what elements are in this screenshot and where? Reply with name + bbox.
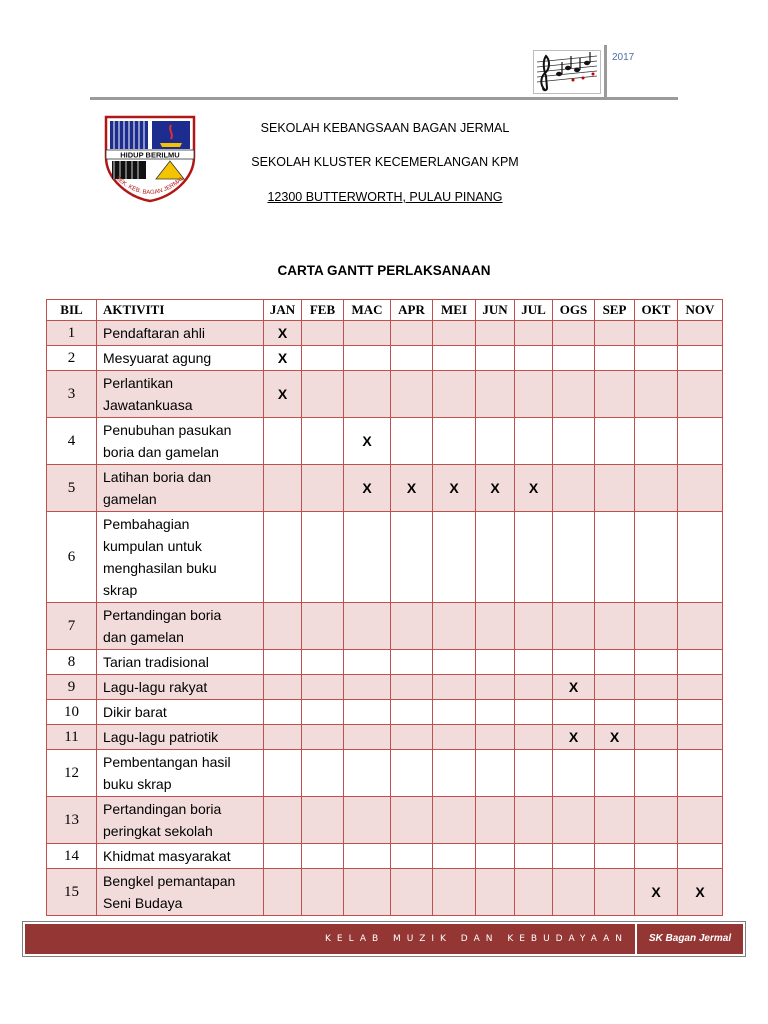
header-month: MAC <box>344 300 391 321</box>
schedule-cell <box>595 844 635 869</box>
schedule-cell <box>433 321 476 346</box>
row-number: 9 <box>47 675 97 700</box>
row-number: 7 <box>47 603 97 650</box>
schedule-cell <box>595 465 635 512</box>
schedule-cell <box>635 797 678 844</box>
activity-line: boria dan gamelan <box>103 444 219 460</box>
row-number: 13 <box>47 797 97 844</box>
activity-line: Bengkel pemantapan <box>103 873 236 889</box>
header-horizontal-rule <box>90 97 678 100</box>
schedule-cell <box>635 700 678 725</box>
schedule-cell <box>476 844 515 869</box>
activity-line: Latihan boria dan <box>103 469 212 485</box>
schedule-cell <box>433 869 476 916</box>
schedule-cell <box>344 512 391 603</box>
row-number: 5 <box>47 465 97 512</box>
row-number: 15 <box>47 869 97 916</box>
schedule-cell <box>553 650 595 675</box>
schedule-mark: X <box>344 465 391 512</box>
schedule-cell <box>595 512 635 603</box>
table-row <box>47 346 723 371</box>
schedule-cell <box>595 603 635 650</box>
activity-line: peringkat sekolah <box>103 823 213 839</box>
schedule-cell <box>515 700 553 725</box>
header-month: NOV <box>678 300 723 321</box>
schedule-cell <box>391 371 433 418</box>
schedule-cell <box>302 797 344 844</box>
schedule-cell <box>344 844 391 869</box>
schedule-cell <box>553 371 595 418</box>
schedule-cell <box>635 512 678 603</box>
schedule-cell <box>264 844 302 869</box>
schedule-cell <box>595 650 635 675</box>
schedule-cell <box>678 321 723 346</box>
activity-line: Lagu-lagu rakyat <box>103 679 208 695</box>
activity-cell <box>97 869 264 916</box>
schedule-cell <box>302 675 344 700</box>
schedule-cell <box>678 465 723 512</box>
table-header-row <box>47 300 723 321</box>
activity-line: dan gamelan <box>103 629 184 645</box>
schedule-cell <box>433 797 476 844</box>
school-crest-logo <box>100 113 200 203</box>
activity-cell <box>97 321 264 346</box>
schedule-cell <box>553 700 595 725</box>
schedule-cell <box>678 675 723 700</box>
schedule-cell <box>553 603 595 650</box>
schedule-cell <box>344 700 391 725</box>
schedule-cell <box>635 321 678 346</box>
school-address: 12300 BUTTERWORTH, PULAU PINANG <box>267 190 503 204</box>
schedule-cell <box>553 512 595 603</box>
activity-line: kumpulan untuk <box>103 538 202 554</box>
schedule-mark: X <box>391 465 433 512</box>
schedule-cell <box>515 512 553 603</box>
schedule-cell <box>433 750 476 797</box>
schedule-cell <box>264 725 302 750</box>
activity-cell <box>97 725 264 750</box>
activity-cell <box>97 418 264 465</box>
schedule-cell <box>595 675 635 700</box>
schedule-mark: X <box>344 418 391 465</box>
activity-line: buku skrap <box>103 776 172 792</box>
schedule-cell <box>476 346 515 371</box>
schedule-cell <box>635 675 678 700</box>
activity-cell <box>97 346 264 371</box>
schedule-cell <box>391 512 433 603</box>
schedule-cell <box>391 650 433 675</box>
table-row <box>47 371 723 418</box>
activity-cell <box>97 797 264 844</box>
schedule-cell <box>678 725 723 750</box>
schedule-mark: X <box>264 371 302 418</box>
schedule-cell <box>553 844 595 869</box>
table-row <box>47 675 723 700</box>
activity-line: Pembentangan hasil <box>103 754 231 770</box>
schedule-cell <box>678 650 723 675</box>
schedule-cell <box>302 371 344 418</box>
schedule-cell <box>264 675 302 700</box>
schedule-cell <box>391 797 433 844</box>
schedule-cell <box>553 869 595 916</box>
schedule-cell <box>553 797 595 844</box>
schedule-cell <box>476 603 515 650</box>
schedule-cell <box>344 346 391 371</box>
schedule-cell <box>635 725 678 750</box>
schedule-cell <box>515 650 553 675</box>
row-number: 12 <box>47 750 97 797</box>
activity-cell <box>97 675 264 700</box>
header-month: JUN <box>476 300 515 321</box>
schedule-mark: X <box>553 675 595 700</box>
schedule-cell <box>553 346 595 371</box>
schedule-cell <box>678 750 723 797</box>
schedule-cell <box>302 650 344 675</box>
schedule-cell <box>515 603 553 650</box>
schedule-cell <box>433 844 476 869</box>
schedule-cell <box>595 346 635 371</box>
schedule-cell <box>553 418 595 465</box>
schedule-cell <box>264 512 302 603</box>
table-row <box>47 603 723 650</box>
schedule-cell <box>678 512 723 603</box>
schedule-cell <box>678 700 723 725</box>
schedule-mark: X <box>595 725 635 750</box>
schedule-cell <box>264 797 302 844</box>
school-cluster: SEKOLAH KLUSTER KECEMERLANGAN KPM <box>251 155 519 169</box>
schedule-cell <box>344 725 391 750</box>
activity-cell <box>97 371 264 418</box>
schedule-cell <box>678 797 723 844</box>
schedule-cell <box>678 371 723 418</box>
schedule-cell <box>635 346 678 371</box>
activity-cell <box>97 465 264 512</box>
schedule-cell <box>391 603 433 650</box>
footer-club-name: KELAB MUZIK DAN KEBUDAYAAN <box>325 934 628 944</box>
activity-line: Khidmat masyarakat <box>103 848 231 864</box>
schedule-cell <box>476 725 515 750</box>
activity-cell <box>97 650 264 675</box>
schedule-cell <box>678 346 723 371</box>
row-number: 11 <box>47 725 97 750</box>
schedule-cell <box>595 750 635 797</box>
table-row <box>47 650 723 675</box>
header-bil: BIL <box>47 300 97 321</box>
schedule-cell <box>391 750 433 797</box>
schedule-cell <box>476 418 515 465</box>
schedule-cell <box>678 844 723 869</box>
schedule-cell <box>344 603 391 650</box>
schedule-cell <box>302 869 344 916</box>
header-month: FEB <box>302 300 344 321</box>
row-number: 8 <box>47 650 97 675</box>
schedule-cell <box>635 465 678 512</box>
schedule-cell <box>515 725 553 750</box>
schedule-mark: X <box>515 465 553 512</box>
schedule-cell <box>302 321 344 346</box>
schedule-cell <box>391 844 433 869</box>
row-number: 4 <box>47 418 97 465</box>
table-row <box>47 700 723 725</box>
table-row <box>47 465 723 512</box>
schedule-cell <box>595 371 635 418</box>
table-row <box>47 869 723 916</box>
schedule-cell <box>595 321 635 346</box>
activity-line: Perlantikan <box>103 375 174 391</box>
schedule-cell <box>302 603 344 650</box>
schedule-cell <box>433 346 476 371</box>
schedule-mark: X <box>476 465 515 512</box>
activity-line: Jawatankuasa <box>103 397 193 413</box>
schedule-cell <box>476 371 515 418</box>
gantt-table <box>46 299 723 916</box>
activity-line: menghasilan buku <box>103 560 217 576</box>
row-number: 14 <box>47 844 97 869</box>
schedule-cell <box>344 869 391 916</box>
schedule-cell <box>515 844 553 869</box>
music-notes-logo <box>533 50 601 94</box>
schedule-cell <box>595 869 635 916</box>
activity-cell <box>97 750 264 797</box>
activity-line: Mesyuarat agung <box>103 350 212 366</box>
schedule-cell <box>344 650 391 675</box>
crest-motto: HIDUP BERILMU <box>120 150 180 160</box>
activity-cell <box>97 844 264 869</box>
activity-cell <box>97 700 264 725</box>
schedule-cell <box>433 700 476 725</box>
schedule-cell <box>476 700 515 725</box>
header-month: SEP <box>595 300 635 321</box>
table-row <box>47 725 723 750</box>
schedule-cell <box>476 512 515 603</box>
schedule-cell <box>391 418 433 465</box>
schedule-cell <box>391 725 433 750</box>
schedule-cell <box>433 675 476 700</box>
schedule-cell <box>515 418 553 465</box>
schedule-cell <box>344 675 391 700</box>
schedule-cell <box>433 725 476 750</box>
schedule-cell <box>678 603 723 650</box>
schedule-cell <box>302 725 344 750</box>
schedule-cell <box>433 650 476 675</box>
activity-line: Pertandingan boria <box>103 607 222 623</box>
schedule-cell <box>635 371 678 418</box>
crest-ring-text: SEK. KEB. BAGAN JERMAL <box>114 175 186 197</box>
schedule-cell <box>391 321 433 346</box>
header-month: JUL <box>515 300 553 321</box>
activity-line: gamelan <box>103 491 157 507</box>
activity-line: Tarian tradisional <box>103 654 209 670</box>
schedule-mark: X <box>635 869 678 916</box>
row-number: 2 <box>47 346 97 371</box>
schedule-cell <box>476 750 515 797</box>
schedule-cell <box>344 321 391 346</box>
row-number: 3 <box>47 371 97 418</box>
schedule-cell <box>476 797 515 844</box>
schedule-cell <box>264 603 302 650</box>
activity-line: Seni Budaya <box>103 895 183 911</box>
footer-bar <box>25 924 743 954</box>
schedule-cell <box>264 418 302 465</box>
schedule-cell <box>476 650 515 675</box>
schedule-cell <box>264 869 302 916</box>
schedule-cell <box>433 371 476 418</box>
schedule-cell <box>635 650 678 675</box>
schedule-cell <box>302 512 344 603</box>
activity-cell <box>97 512 264 603</box>
activity-line: Pertandingan boria <box>103 801 222 817</box>
schedule-cell <box>476 321 515 346</box>
schedule-cell <box>595 797 635 844</box>
header-month: OGS <box>553 300 595 321</box>
schedule-cell <box>391 346 433 371</box>
header-vertical-rule <box>604 45 607 100</box>
row-number: 10 <box>47 700 97 725</box>
gantt-title: CARTA GANTT PERLAKSANAAN <box>277 263 491 278</box>
table-row <box>47 321 723 346</box>
schedule-cell <box>515 321 553 346</box>
schedule-cell <box>302 346 344 371</box>
school-name: SEKOLAH KEBANGSAAN BAGAN JERMAL <box>260 121 510 135</box>
header-year: 2017 <box>612 52 635 63</box>
activity-line: skrap <box>103 582 138 598</box>
header-month: OKT <box>635 300 678 321</box>
schedule-cell <box>515 750 553 797</box>
schedule-cell <box>344 371 391 418</box>
schedule-cell <box>595 700 635 725</box>
header-month: JAN <box>264 300 302 321</box>
schedule-cell <box>678 418 723 465</box>
header-month: MEI <box>433 300 476 321</box>
schedule-cell <box>476 675 515 700</box>
schedule-mark: X <box>264 321 302 346</box>
schedule-cell <box>433 603 476 650</box>
activity-line: Penubuhan pasukan <box>103 422 232 438</box>
schedule-cell <box>302 465 344 512</box>
schedule-cell <box>595 418 635 465</box>
schedule-cell <box>264 465 302 512</box>
header-month: APR <box>391 300 433 321</box>
schedule-cell <box>264 650 302 675</box>
schedule-cell <box>515 869 553 916</box>
schedule-cell <box>344 797 391 844</box>
schedule-cell <box>515 797 553 844</box>
table-row <box>47 512 723 603</box>
activity-cell <box>97 603 264 650</box>
schedule-mark: X <box>433 465 476 512</box>
schedule-cell <box>635 844 678 869</box>
schedule-cell <box>515 675 553 700</box>
schedule-cell <box>553 465 595 512</box>
schedule-cell <box>515 371 553 418</box>
header-aktiviti: AKTIVITI <box>97 300 264 321</box>
schedule-cell <box>635 603 678 650</box>
schedule-cell <box>433 418 476 465</box>
schedule-cell <box>344 750 391 797</box>
table-row <box>47 750 723 797</box>
schedule-mark: X <box>678 869 723 916</box>
schedule-cell <box>391 700 433 725</box>
schedule-cell <box>391 675 433 700</box>
row-number: 1 <box>47 321 97 346</box>
activity-line: Pembahagian <box>103 516 190 532</box>
activity-line: Pendaftaran ahli <box>103 325 205 341</box>
schedule-cell <box>264 700 302 725</box>
schedule-cell <box>302 844 344 869</box>
schedule-mark: X <box>264 346 302 371</box>
schedule-cell <box>433 512 476 603</box>
schedule-cell <box>635 750 678 797</box>
schedule-cell <box>515 346 553 371</box>
footer-school-name: SK Bagan Jermal <box>648 933 732 944</box>
schedule-cell <box>302 700 344 725</box>
schedule-cell <box>302 750 344 797</box>
activity-line: Dikir barat <box>103 704 167 720</box>
table-row <box>47 797 723 844</box>
schedule-cell <box>264 750 302 797</box>
schedule-cell <box>391 869 433 916</box>
row-number: 6 <box>47 512 97 603</box>
schedule-cell <box>476 869 515 916</box>
schedule-cell <box>635 418 678 465</box>
schedule-cell <box>302 418 344 465</box>
table-row <box>47 418 723 465</box>
activity-line: Lagu-lagu patriotik <box>103 729 219 745</box>
table-row <box>47 844 723 869</box>
schedule-mark: X <box>553 725 595 750</box>
schedule-cell <box>553 321 595 346</box>
schedule-cell <box>553 750 595 797</box>
